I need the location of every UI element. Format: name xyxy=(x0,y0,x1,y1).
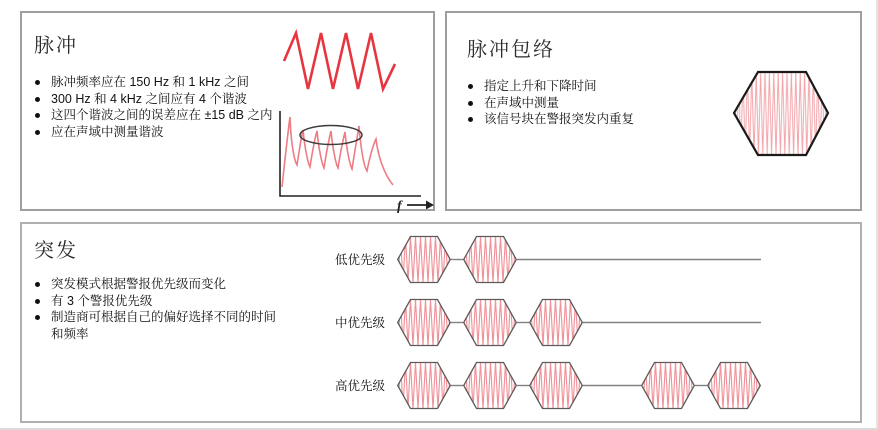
bullet-text: 突发模式根据警报优先级而变化 xyxy=(51,277,227,291)
spectrum-graphic xyxy=(270,107,438,215)
burst-bullet-list xyxy=(35,276,287,342)
bullet-dot-icon xyxy=(35,130,40,135)
burst-hexagon xyxy=(708,363,761,409)
bullet-dot-icon xyxy=(468,117,473,122)
bullet-text: 在声域中测量 xyxy=(484,95,560,110)
envelope-hexagon-graphic xyxy=(732,70,832,160)
burst-row-graphic xyxy=(393,232,765,286)
burst-row-label: 中优先级 xyxy=(335,316,386,330)
panel-envelope xyxy=(445,11,862,211)
arrow-right-icon xyxy=(407,201,434,210)
panel-pulse xyxy=(20,11,435,214)
burst-row-label: 高优先级 xyxy=(335,379,386,393)
pulse-title: 脉冲 xyxy=(34,35,78,57)
burst-hexagon xyxy=(530,363,583,409)
burst-hexagon xyxy=(398,363,451,409)
burst-hexagon xyxy=(464,363,517,409)
bullet-item xyxy=(35,293,287,310)
bullet-dot-icon xyxy=(468,101,473,106)
envelope-bullet-list xyxy=(468,78,738,128)
bullet-text: 该信号块在警报突发内重复 xyxy=(484,112,635,126)
burst-row xyxy=(335,358,765,412)
bullet-text: 指定上升和下降时间 xyxy=(484,79,597,93)
bullet-item xyxy=(35,276,287,293)
bullet-item xyxy=(35,309,287,342)
bullet-text: 应在声域中测量谐波 xyxy=(51,124,164,139)
burst-hexagon xyxy=(464,237,517,283)
bullet-text: 这四个谐波之间的误差应在 ±15 dB 之内 xyxy=(51,108,273,122)
bullet-dot-icon xyxy=(35,113,40,118)
bullet-dot-icon xyxy=(35,97,40,102)
burst-hexagon xyxy=(398,237,451,283)
bullet-item xyxy=(35,107,291,124)
bullet-dot-icon xyxy=(468,84,473,89)
frequency-axis-label: f xyxy=(397,199,402,214)
burst-row xyxy=(335,232,765,286)
burst-hexagon xyxy=(464,300,517,346)
burst-hexagon xyxy=(530,300,583,346)
burst-title: 突发 xyxy=(34,240,78,262)
envelope-title: 脉冲包络 xyxy=(467,39,555,61)
burst-row-label: 低优先级 xyxy=(335,253,386,267)
burst-rows xyxy=(335,232,765,421)
bullet-item xyxy=(468,95,738,112)
burst-row-graphic xyxy=(393,295,765,349)
pulse-bullet-list xyxy=(35,74,291,140)
panel-burst xyxy=(20,222,862,423)
bullet-text: 有 3 个警报优先级 xyxy=(51,293,153,308)
bullet-item xyxy=(35,74,291,91)
bullet-item xyxy=(468,111,738,128)
bullet-item xyxy=(35,124,291,141)
burst-row-graphic xyxy=(393,358,765,412)
bullet-dot-icon xyxy=(35,315,40,320)
bullet-text: 300 Hz 和 4 kHz 之间应有 4 个谐波 xyxy=(51,91,247,106)
spectrum-axes xyxy=(280,111,421,196)
burst-hexagon xyxy=(398,300,451,346)
bullet-text: 脉冲频率应在 150 Hz 和 1 kHz 之间 xyxy=(51,75,249,89)
bullet-item xyxy=(468,78,738,95)
bullet-item xyxy=(35,91,291,108)
pulse-waveform-graphic xyxy=(282,28,400,95)
burst-row xyxy=(335,295,765,349)
bullet-dot-icon xyxy=(35,282,40,287)
bullet-dot-icon xyxy=(35,80,40,85)
bullet-dot-icon xyxy=(35,299,40,304)
bullet-text: 制造商可根据自己的偏好选择不同的时间和频率 xyxy=(51,310,277,341)
burst-hexagon xyxy=(642,363,695,409)
spectrum-curve xyxy=(282,117,393,187)
